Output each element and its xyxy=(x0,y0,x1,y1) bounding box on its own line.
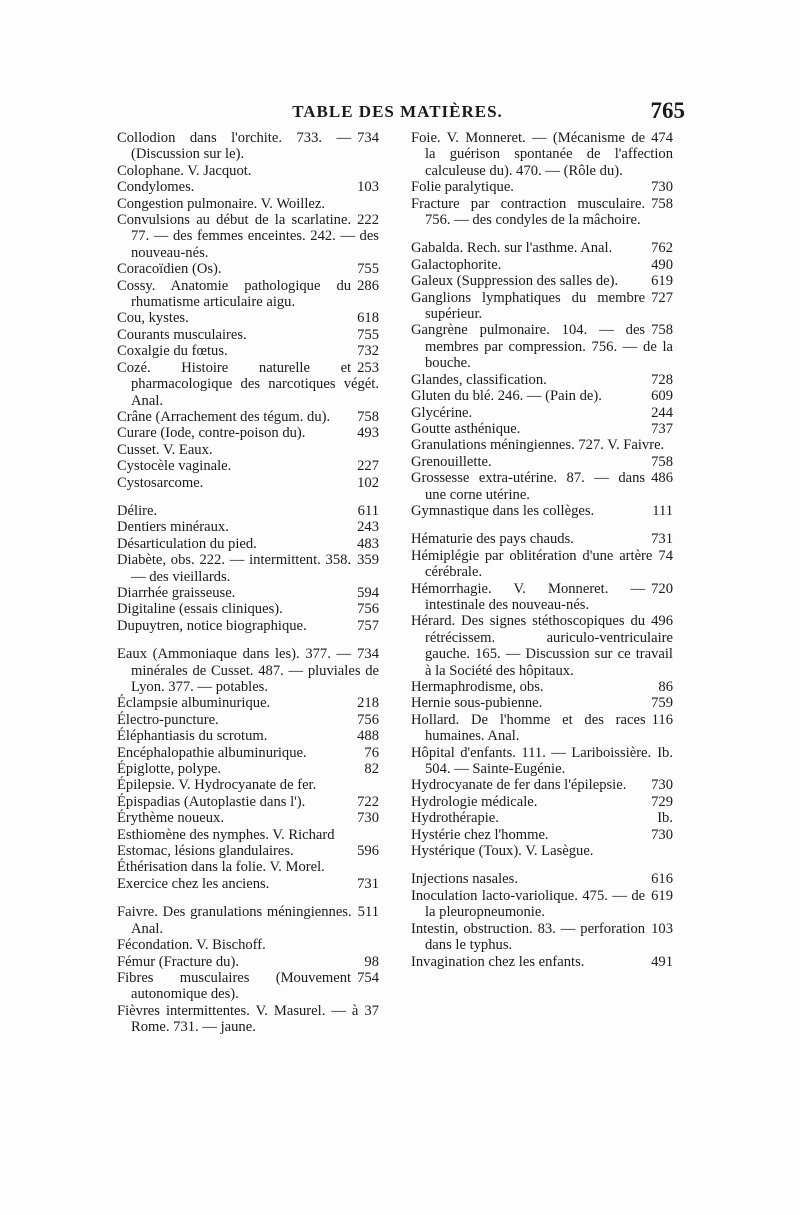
index-entry-text: Hernie sous-pubienne. xyxy=(411,695,543,712)
index-entry-page: 734 xyxy=(357,130,379,146)
index-entry xyxy=(117,442,381,458)
index-entry-text: Hématurie des pays chauds. xyxy=(411,531,574,548)
index-entry-text: Eaux (Ammoniaque dans les). 377. — minérales de Cusset. 487. — pluviales de Lyon. 377. — potables. xyxy=(117,646,379,695)
index-entry-text: Éléphantiasis du scrotum. xyxy=(117,728,268,745)
index-entry-text: Fibres musculaires (Mouvement autonomique des). xyxy=(117,969,352,1003)
index-entry-text: Collodion dans l'orchite. 733. — (Discussion sur le). xyxy=(117,130,352,163)
page-title: TABLE DES MATIÈRES. xyxy=(292,102,503,121)
index-entry xyxy=(117,810,381,826)
index-entry-page: 731 xyxy=(651,531,673,548)
index-entry-page: 618 xyxy=(357,310,379,327)
index-entry xyxy=(411,581,675,614)
index-entry xyxy=(411,405,675,421)
index-entry xyxy=(411,921,675,954)
page-number: 765 xyxy=(650,98,685,123)
index-entry-page: 734 xyxy=(357,646,379,663)
index-entry-text: Diarrhée graisseuse. xyxy=(117,584,236,601)
index-entry-page: 756 xyxy=(357,711,379,728)
index-entry-text: Fracture par contraction musculaire. 756. — des condyles de la mâchoire. xyxy=(411,195,646,229)
index-entry xyxy=(117,618,381,634)
index-entry-text: Cystocèle vaginale. xyxy=(117,458,232,475)
index-entry-page: 730 xyxy=(651,179,673,196)
index-entry-page: 222 xyxy=(357,212,379,229)
index-entry-text: Curare (Iode, contre-poison du). xyxy=(117,425,306,442)
index-entry xyxy=(411,531,675,547)
index-entry xyxy=(117,695,381,711)
index-entry-text: Hermaphrodisme, obs. xyxy=(411,679,544,695)
index-entry-text: Hystérie chez l'homme. xyxy=(411,826,549,843)
index-entry-page: 732 xyxy=(357,343,379,360)
index-entry-page: 511 xyxy=(357,904,379,921)
index-entry-text: Crâne (Arrachement des tégum. du). xyxy=(117,408,331,425)
index-entry xyxy=(117,212,381,261)
index-entry-text: Injections nasales. xyxy=(411,871,518,888)
index-entry xyxy=(411,196,675,229)
index-entry-text: Esthiomène des nymphes. V. Richard xyxy=(117,826,335,843)
index-entry-page: Ib. xyxy=(657,744,673,761)
index-entry xyxy=(411,827,675,843)
index-entry-text: Fièvres intermittentes. V. Masurel. — à Rome. 731. — jaune. xyxy=(117,1002,359,1036)
index-entry xyxy=(117,327,381,343)
index-entry xyxy=(117,876,381,892)
index-entry-text: Exercice chez les anciens. xyxy=(117,875,270,892)
index-entry-text: Glycérine. xyxy=(411,404,473,421)
index-entry-text: Ganglions lymphatiques du membre supérieur. xyxy=(411,289,646,323)
index-entry-text: Foie. V. Monneret. — (Mécanisme de la guérison spontanée de l'affection calculeuse du). 470. — (Rôle du). xyxy=(411,130,673,179)
index-entry xyxy=(411,794,675,810)
index-entry xyxy=(117,937,381,953)
index-entry xyxy=(117,552,381,585)
index-entry-text: Inoculation lacto-variolique. 475. — de la pleuropneumonie. xyxy=(411,887,646,921)
index-entry xyxy=(117,761,381,777)
index-entry-text: Hémiplégie par oblitération d'une artère cérébrale. xyxy=(411,547,653,581)
index-entry xyxy=(411,421,675,437)
index-entry-page: 730 xyxy=(357,810,379,827)
index-entry xyxy=(117,360,381,409)
index-entry-page: 103 xyxy=(651,920,673,937)
index-entry-text: Hollard. De l'homme et des races humaines. Anal. xyxy=(411,711,646,745)
index-entry xyxy=(117,409,381,425)
index-entry-text: Cozé. Histoire naturelle et pharmacologique des narcotiques végét. Anal. xyxy=(117,359,379,409)
index-entry-text: Invagination chez les enfants. xyxy=(411,953,585,970)
index-entry xyxy=(117,310,381,326)
index-entry-text: Grossesse extra-utérine. 87. — dans une corne utérine. xyxy=(411,470,646,503)
index-entry-page: 757 xyxy=(357,617,379,634)
index-entry-page: 616 xyxy=(651,871,673,888)
index-entry xyxy=(117,827,381,843)
index-entry-page: 218 xyxy=(357,695,379,712)
index-entry-text: Coracoïdien (Os). xyxy=(117,261,222,278)
index-entry-text: Glandes, classification. xyxy=(411,371,547,388)
index-entry xyxy=(117,712,381,728)
index-entry-text: Cou, kystes. xyxy=(117,310,189,327)
index-entry xyxy=(411,871,675,887)
index-entry-text: Épispadias (Autoplastie dans l'). xyxy=(117,793,306,810)
index-entry xyxy=(117,536,381,552)
index-entry xyxy=(411,613,675,679)
index-entry xyxy=(411,843,675,859)
index-entry-page: 758 xyxy=(651,453,673,470)
index-entry xyxy=(411,437,675,453)
index-entry xyxy=(117,970,381,1003)
index-entry-page: 486 xyxy=(651,470,673,487)
index-entry-text: Hydrothérapie. xyxy=(411,810,499,827)
index-entry-text: Congestion pulmonaire. V. Woillez. xyxy=(117,195,325,212)
index-entry xyxy=(117,904,381,937)
index-entry-page: 728 xyxy=(651,371,673,388)
index-entry xyxy=(411,372,675,388)
index-entry-text: Éclampsie albuminurique. xyxy=(117,695,271,712)
index-entry-page: 102 xyxy=(357,474,379,491)
index-entry xyxy=(411,712,675,745)
index-entry-page: 731 xyxy=(357,875,379,892)
index-entry xyxy=(117,794,381,810)
index-entry-text: Galactophorite. xyxy=(411,256,502,273)
index-entry-text: Intestin, obstruction. 83. — perforation dans le typhus. xyxy=(411,920,646,954)
index-entry xyxy=(117,954,381,970)
index-entry-page: 619 xyxy=(651,887,673,904)
index-entry-page: 754 xyxy=(357,969,379,986)
index-entry-page: 759 xyxy=(651,695,673,712)
index-entry xyxy=(411,745,675,778)
index-entry-text: Désarticulation du pied. xyxy=(117,535,257,552)
index-entry xyxy=(411,888,675,921)
index-entry-page: 244 xyxy=(651,404,673,421)
index-entry xyxy=(411,695,675,711)
index-entry-page: 758 xyxy=(357,408,379,425)
index-entry-page: 596 xyxy=(357,843,379,860)
index-entry-page: 730 xyxy=(651,777,673,794)
index-entry-text: Hydrologie médicale. xyxy=(411,793,538,810)
index-entry xyxy=(411,454,675,470)
index-entry xyxy=(411,503,675,519)
index-entry-page: 729 xyxy=(651,793,673,810)
index-entry-text: Courants musculaires. xyxy=(117,326,247,343)
index-entry-page: 86 xyxy=(658,679,673,695)
index-entry xyxy=(117,843,381,859)
index-entry-text: Hydrocyanate de fer dans l'épilepsie. xyxy=(411,777,627,794)
index-entry xyxy=(411,777,675,793)
index-entry-page: 755 xyxy=(357,261,379,278)
index-entry-text: Gabalda. Rech. sur l'asthme. Anal. xyxy=(411,240,613,257)
index-entry xyxy=(117,519,381,535)
index-entry xyxy=(411,679,675,695)
index-entry-text: Éthérisation dans la folie. V. Morel. xyxy=(117,859,325,876)
right-column xyxy=(411,130,675,970)
index-entry xyxy=(411,179,675,195)
index-entry-page: Ib. xyxy=(657,810,673,827)
index-entry-page: 609 xyxy=(651,388,673,405)
index-entry-text: Dentiers minéraux. xyxy=(117,519,229,536)
index-entry xyxy=(117,163,381,179)
index-entry-text: Hérard. Des signes stéthoscopiques du rétrécissem. auriculo-ventriculaire gauche. 165. — Discussion sur ce travail à la Société des hôpitaux. xyxy=(411,613,673,679)
index-entry-text: Gangrène pulmonaire. 104. — des membres par compression. 756. — de la bouche. xyxy=(411,322,673,372)
index-entry xyxy=(411,388,675,404)
index-entry-text: Galeux (Suppression des salles de). xyxy=(411,273,619,290)
index-entry xyxy=(411,470,675,503)
index-entry-text: Goutte asthénique. xyxy=(411,420,521,437)
index-entry-text: Diabète, obs. 222. — intermittent. 358. — des vieillards. xyxy=(117,552,352,585)
index-entry xyxy=(411,810,675,826)
index-entry-page: 722 xyxy=(357,793,379,810)
index-entry-page: 483 xyxy=(357,535,379,552)
index-entry-text: Colophane. V. Jacquot. xyxy=(117,162,252,179)
index-entry-page: 720 xyxy=(651,580,673,597)
index-entry-page: 730 xyxy=(651,826,673,843)
index-entry xyxy=(411,257,675,273)
index-entry-page: 496 xyxy=(651,613,673,630)
index-entry xyxy=(411,240,675,256)
index-entry xyxy=(117,1003,381,1036)
index-entry-text: Hôpital d'enfants. 111. — Lariboissière. 504. — Sainte-Eugénie. xyxy=(411,744,652,778)
index-entry-page: 103 xyxy=(357,179,379,196)
index-entry-page: 611 xyxy=(357,502,379,519)
index-entry xyxy=(117,278,381,311)
index-entry-page: 474 xyxy=(651,130,673,146)
index-entry-text: Digitaline (essais cliniques). xyxy=(117,601,283,618)
index-entry-page: 359 xyxy=(357,552,379,569)
index-entry xyxy=(117,859,381,875)
index-entry xyxy=(117,503,381,519)
index-entry-text: Granulations méningiennes. 727. V. Faivre. xyxy=(411,437,665,454)
index-entry-text: Épilepsie. V. Hydrocyanate de fer. xyxy=(117,777,317,794)
index-entry xyxy=(117,261,381,277)
index-entry-text: Gymnastique dans les collèges. xyxy=(411,502,595,519)
index-entry xyxy=(117,745,381,761)
left-column xyxy=(117,130,381,1036)
index-entry-page: 737 xyxy=(651,420,673,437)
index-entry-page: 286 xyxy=(357,277,379,294)
index-entry-page: 116 xyxy=(651,711,673,728)
index-entry xyxy=(117,343,381,359)
index-entry-text: Cusset. V. Eaux. xyxy=(117,441,213,458)
index-entry xyxy=(117,601,381,617)
index-entry-page: 727 xyxy=(651,289,673,306)
index-entry xyxy=(411,273,675,289)
index-entry-page: 762 xyxy=(651,240,673,257)
index-entry-page: 227 xyxy=(357,458,379,475)
index-entry-page: 493 xyxy=(357,425,379,442)
index-entry-page: 755 xyxy=(357,326,379,343)
index-entry-text: Coxalgie du fœtus. xyxy=(117,343,228,360)
index-entry-page: 758 xyxy=(651,195,673,212)
index-entry-page: 253 xyxy=(357,359,379,376)
index-entry xyxy=(117,179,381,195)
index-entry-text: Fécondation. V. Bischoff. xyxy=(117,937,266,954)
index-entry xyxy=(411,548,675,581)
index-entry-page: 490 xyxy=(651,256,673,273)
index-entry xyxy=(411,130,675,179)
index-entry-text: Condylomes. xyxy=(117,179,195,196)
index-entry xyxy=(117,585,381,601)
index-entry-text: Hémorrhagie. V. Monneret. — intestinale des nouveau-nés. xyxy=(411,580,646,613)
index-entry-page: 758 xyxy=(651,322,673,339)
index-entry-page: 619 xyxy=(651,273,673,290)
index-entry-text: Encéphalopathie albuminurique. xyxy=(117,744,307,761)
index-entry-page: 243 xyxy=(357,519,379,536)
index-entry xyxy=(117,130,381,163)
index-entry-page: 37 xyxy=(364,1002,379,1019)
index-entry xyxy=(117,475,381,491)
index-entry-text: Cystosarcome. xyxy=(117,474,204,491)
index-entry-text: Épiglotte, polype. xyxy=(117,761,222,778)
index-entry-page: 756 xyxy=(357,601,379,618)
index-entry-text: Grenouillette. xyxy=(411,453,492,470)
index-entry xyxy=(411,954,675,970)
index-entry-page: 74 xyxy=(658,547,673,564)
index-entry-text: Dupuytren, notice biographique. xyxy=(117,617,307,634)
index-entry xyxy=(117,728,381,744)
index-entry xyxy=(117,458,381,474)
index-entry-text: Électro-puncture. xyxy=(117,711,219,728)
index-entry-text: Estomac, lésions glandulaires. xyxy=(117,843,294,860)
index-entry xyxy=(411,322,675,371)
index-entry-text: Gluten du blé. 246. — (Pain de). xyxy=(411,388,602,405)
index-entry-text: Convulsions au début de la scarlatine. 77. — des femmes enceintes. 242. — des nouveau-nés. xyxy=(117,212,379,261)
index-entry-text: Fémur (Fracture du). xyxy=(117,953,239,970)
index-entry-text: Cossy. Anatomie pathologique du rhumatisme articulaire aigu. xyxy=(117,277,352,311)
index-entry-text: Folie paralytique. xyxy=(411,179,514,196)
page-header xyxy=(110,98,685,128)
index-entry-page: 488 xyxy=(357,728,379,745)
index-entry xyxy=(117,777,381,793)
index-entry xyxy=(117,646,381,695)
index-entry xyxy=(117,196,381,212)
index-entry xyxy=(117,425,381,441)
index-entry-page: 594 xyxy=(357,584,379,601)
index-entry-page: 491 xyxy=(651,953,673,970)
index-entry-page: 76 xyxy=(364,744,379,761)
index-entry-text: Faivre. Des granulations méningiennes. Anal. xyxy=(117,904,352,937)
index-entry-page: 98 xyxy=(364,953,379,970)
index-entry-text: Délire. xyxy=(117,502,158,519)
index-entry-text: Érythème noueux. xyxy=(117,810,224,827)
index-entry-text: Hystérique (Toux). V. Lasègue. xyxy=(411,843,594,860)
index-entry xyxy=(411,290,675,323)
index-entry-page: 111 xyxy=(652,502,673,519)
index-entry-page: 82 xyxy=(364,761,379,778)
